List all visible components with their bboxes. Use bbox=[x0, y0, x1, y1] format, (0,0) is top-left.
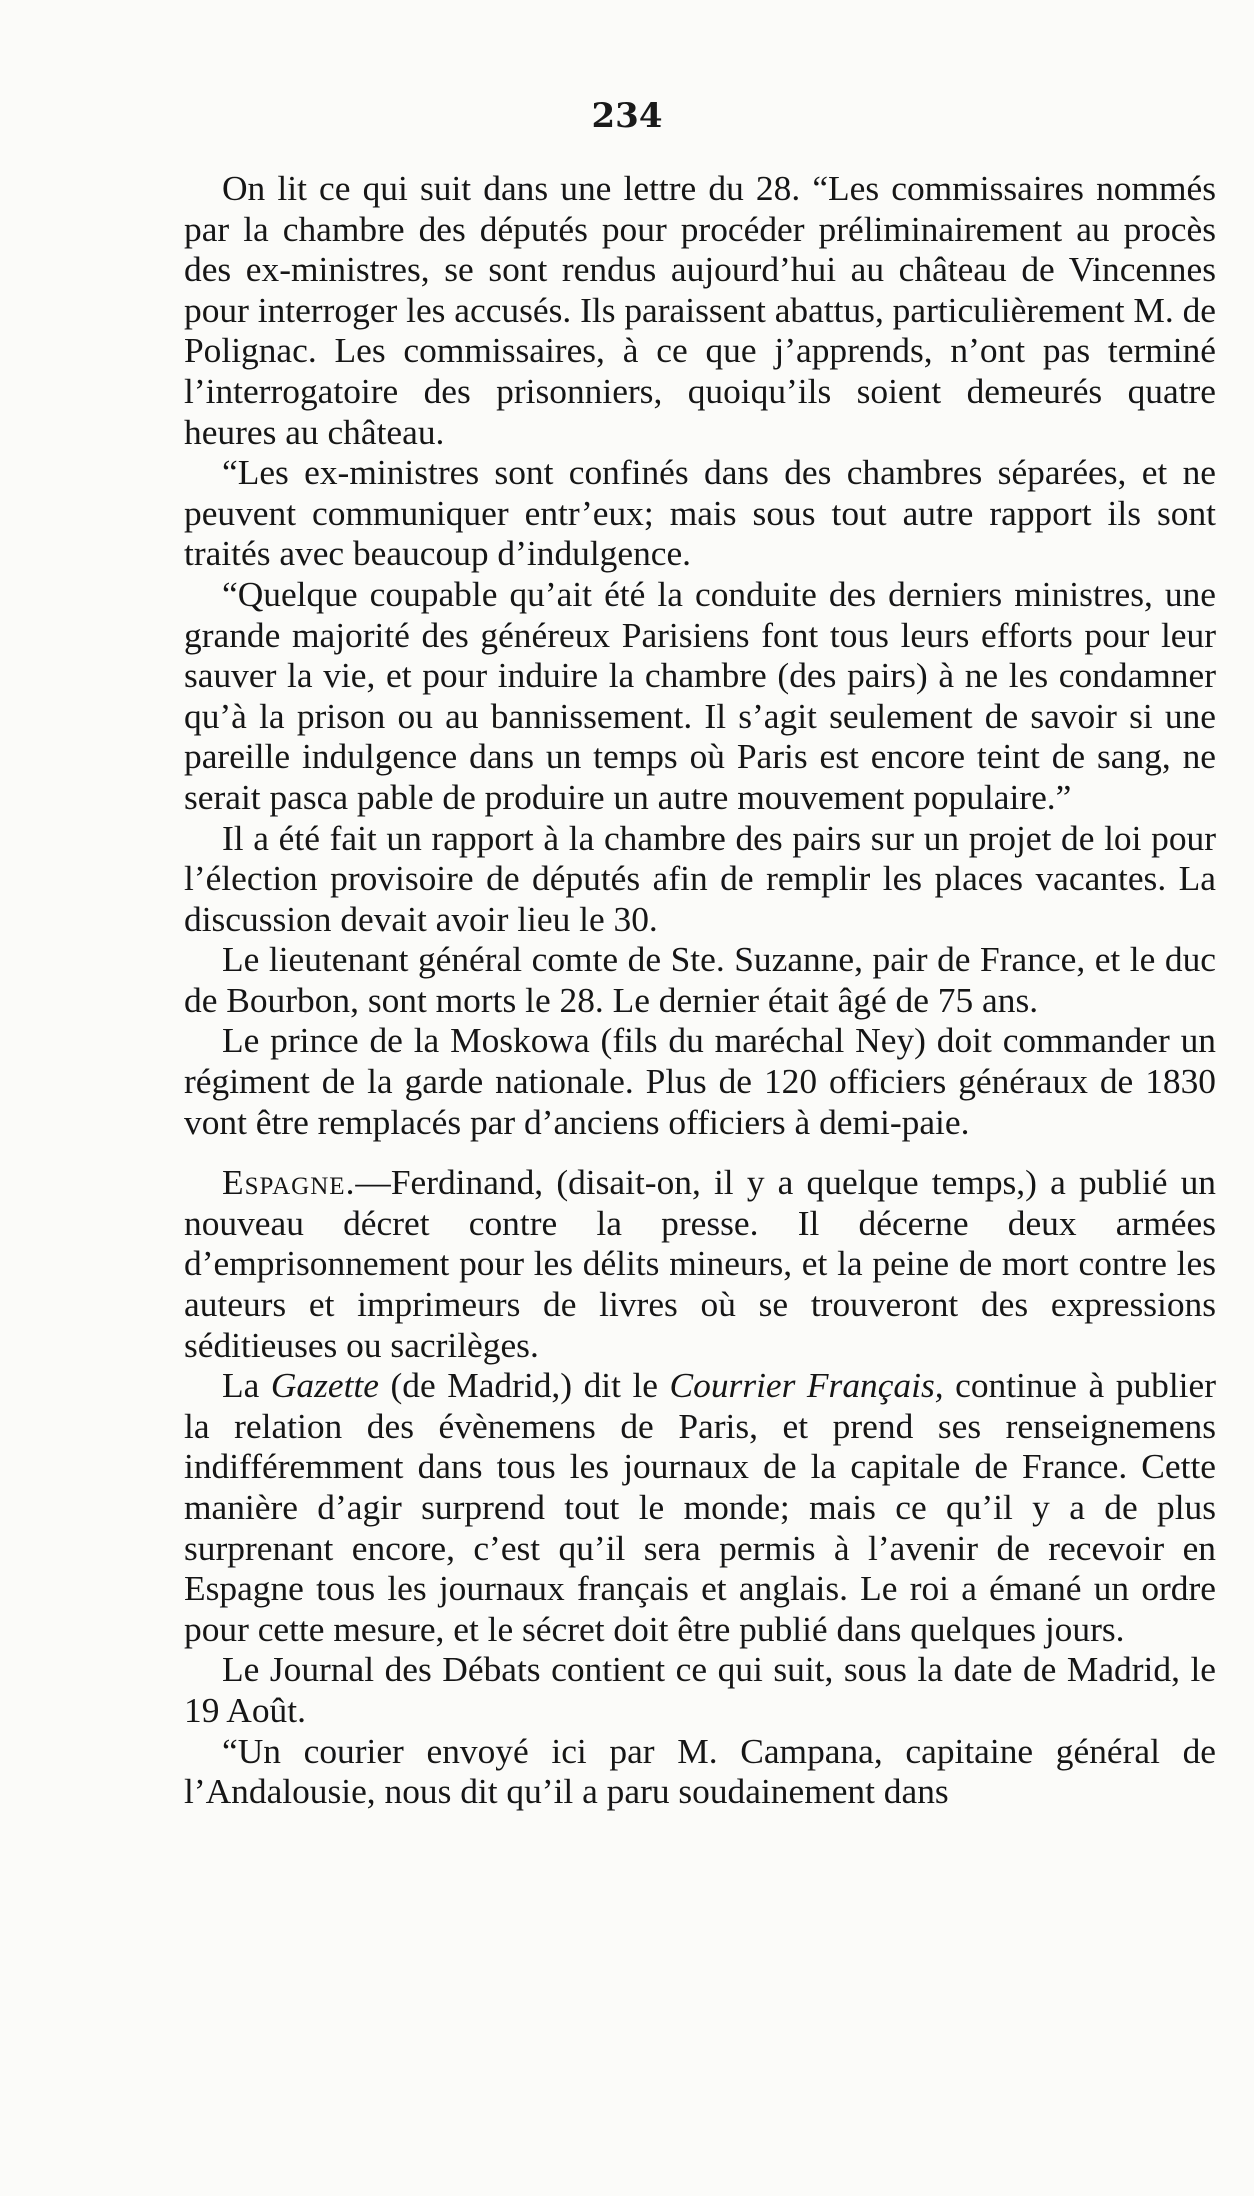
courrier-francais-title: Courrier Français, bbox=[669, 1365, 944, 1406]
gazette-text-2: (de Madrid,) dit le bbox=[378, 1365, 670, 1406]
gazette-title: Gazette bbox=[270, 1365, 379, 1406]
spain-lead-text: Ferdinand, (disait-on, il y a quelque temps,) a publié un nouveau décret contre la presse. Il décerne deux armées d’emprisonnement pour les délits mineurs, et la peine de mort contre les auteurs et imprimeurs de livres où se trouveront des expressions séditieuses ou sacrilèges. bbox=[184, 1162, 1216, 1365]
heading-dash: — bbox=[355, 1162, 391, 1203]
paragraph-ex-ministers-confined: “Les ex-ministres sont confinés dans des chambres séparées, et ne peuvent communiquer entr’eux; mais sous tout autre rapport ils sont traités avec beaucoup d’indulgence. bbox=[184, 452, 1216, 574]
paragraph-election-law: Il a été fait un rapport à la chambre des pairs sur un projet de loi pour l’élection provisoire de députés afin de remplir les places vacantes. La discussion devait avoir lieu le 30. bbox=[184, 817, 1216, 939]
gazette-text-1: La bbox=[222, 1365, 271, 1406]
paragraph-vincennes-letter: On lit ce qui suit dans une lettre du 28. “Les commissaires nommés par la chambre des députés pour procéder préliminairement au procès des ex-ministres, se sont rendus aujourd’hui au château de Vincennes pour interroger les accusés. Ils paraissent abattus, particulièrement M. de Polignac. Les commissaires, à ce que j’apprends, n’ont pas terminé l’interrogatoire des prisonniers, quoiqu’ils soient demeurés quatre heures au château. bbox=[184, 168, 1216, 452]
paragraph-journal-des-debats: Le Journal des Débats contient ce qui suit, sous la date de Madrid, le 19 Août. bbox=[184, 1649, 1216, 1730]
section-heading-spain: Espagne. bbox=[222, 1162, 356, 1203]
page-text bbox=[184, 168, 1216, 1812]
paragraph-moskowa: Le prince de la Moskowa (fils du maréchal Ney) doit commander un régiment de la garde nationale. Plus de 120 officiers généraux de 1830 vont être remplacés par d’anciens officiers à demi-paie. bbox=[184, 1020, 1216, 1142]
paragraph-indulgence: “Quelque coupable qu’ait été la conduite des derniers ministres, une grande majorité des généreux Parisiens font tous leurs efforts pour leur sauver la vie, et pour induire la chambre (des pairs) à ne les condamner qu’à la prison ou au bannissement. Il s’agit seulement de savoir si une pareille indulgence dans un temps où Paris est encore teint de sang, ne serait pasca pable de produire un autre mouvement populaire.” bbox=[184, 573, 1216, 817]
page-number: 234 bbox=[591, 96, 663, 136]
paragraph-spain bbox=[184, 1162, 1216, 1365]
paragraph-deaths: Le lieutenant général comte de Ste. Suzanne, pair de France, et le duc de Bourbon, sont morts le 28. Le dernier était âgé de 75 ans. bbox=[184, 939, 1216, 1020]
paragraph-gazette bbox=[184, 1365, 1216, 1649]
paragraph-courier-campana: “Un courier envoyé ici par M. Campana, capitaine général de l’Andalousie, nous dit qu’il a paru soudainement dans bbox=[184, 1730, 1216, 1812]
gazette-text-3: continue à publier la relation des évènemens de Paris, et prend ses renseignemens indifféremment dans tous les journaux de la capitale de France. Cette manière d’agir surprend tout le monde; mais ce qu’il y a de plus surprenant encore, c’est qu’il sera permis à l’avenir de recevoir en Espagne tous les journaux français et anglais. Le roi a émané un ordre pour cette mesure, et le sécret doit être publié dans quelques jours. bbox=[184, 1365, 1216, 1649]
